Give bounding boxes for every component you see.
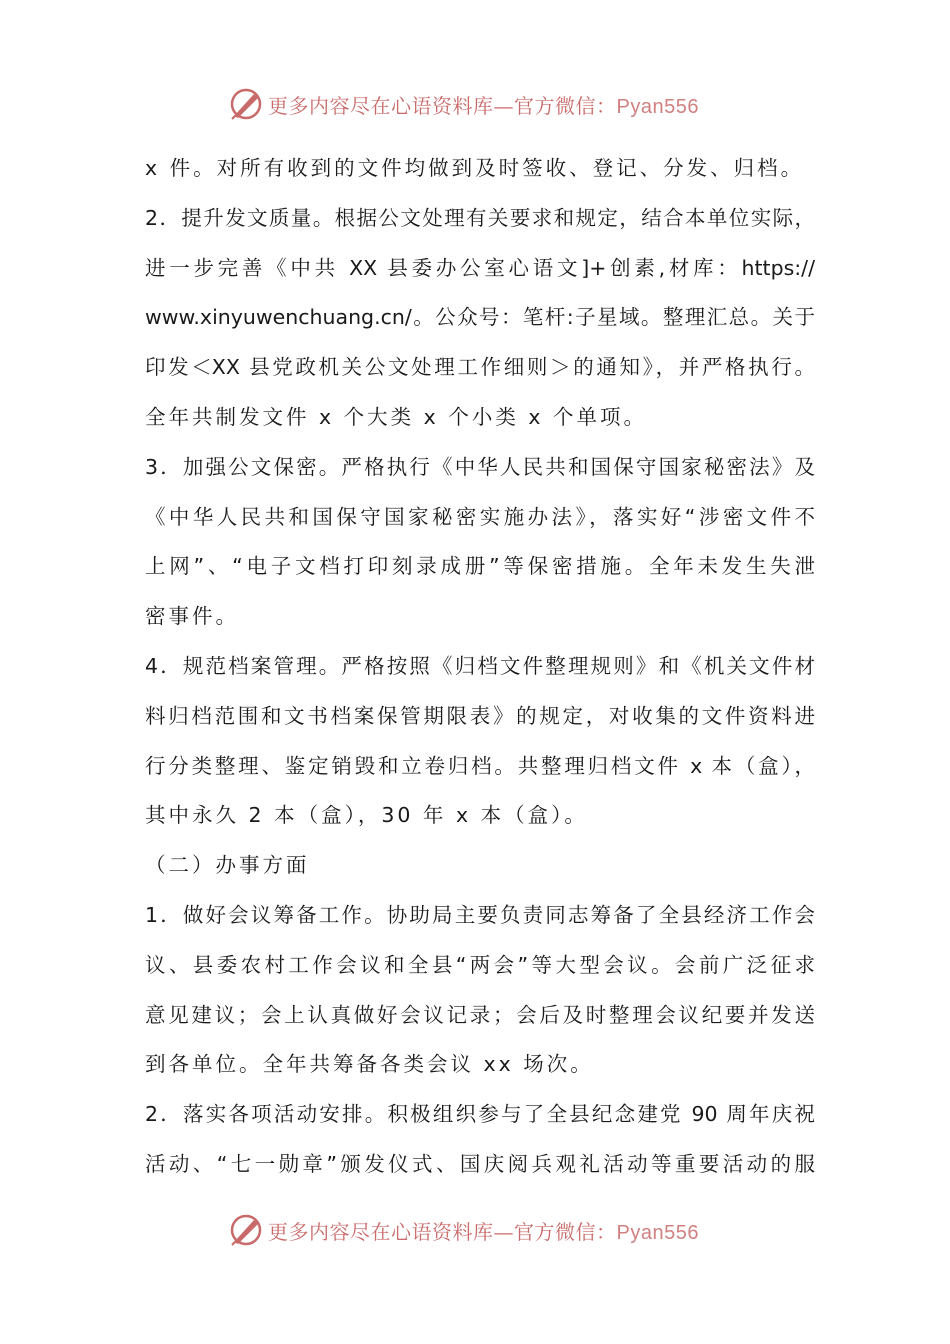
- watermark-text: 更多内容尽在心语资料库—官方微信：Pyan556: [268, 93, 699, 118]
- watermark-text: 更多内容尽在心语资料库—官方微信：Pyan556: [268, 1219, 699, 1244]
- text-line: 到各单位。全年共筹备各类会议 xx 场次。: [145, 1052, 594, 1077]
- text-line: 密事件。: [145, 604, 239, 629]
- text-line: 印发＜XX 县党政机关公文处理工作细则＞的通知》，并严格执行。: [145, 355, 815, 380]
- header-watermark: [228, 82, 748, 126]
- section-heading: （二）办事方面: [145, 853, 310, 878]
- text-line: 其中永久 2 本（盒），30 年 x 本（盒）。: [145, 803, 588, 828]
- text-line: 进一步完善《中共 XX 县委办公室心语文]+创素,材库：https://: [145, 255, 815, 280]
- pen-logo-icon: [228, 1212, 264, 1248]
- text-line: 活动、“七一勋章”颁发仪式、国庆阅兵观礼活动等重要活动的服: [145, 1151, 815, 1176]
- text-line: 行分类整理、鉴定销毁和立卷归档。共整理归档文件 x 本（盒），: [145, 753, 815, 778]
- text-line: 全年共制发文件 x 个大类 x 个小类 x 个单项。: [145, 404, 647, 429]
- text-line: 2．落实各项活动安排。积极组织参与了全县纪念建党 90 周年庆祝: [145, 1102, 815, 1127]
- text-line: www.xinyuwenchuang.cn/。公众号：笔杆:子星域。整理汇总。关于: [145, 305, 815, 330]
- text-line: 上网”、“电子文档打印刻录成册”等保密措施。全年未发生失泄: [145, 554, 815, 579]
- text-line: 《中华人民共和国保守国家秘密实施办法》，落实好“涉密文件不: [145, 504, 815, 529]
- text-line: 1．做好会议筹备工作。协助局主要负责同志筹备了全县经济工作会: [145, 902, 815, 927]
- pen-logo-icon: [228, 86, 264, 122]
- text-line: 4．规范档案管理。严格按照《归档文件整理规则》和《机关文件材: [145, 653, 815, 678]
- text-line: 意见建议；会上认真做好会议记录；会后及时整理会议纪要并发送: [145, 1002, 815, 1027]
- text-line: 料归档范围和文书档案保管期限表》的规定，对收集的文件资料进: [145, 703, 815, 728]
- text-line: 议、县委农村工作会议和全县“两会”等大型会议。会前广泛征求: [145, 952, 815, 977]
- text-line: 2．提升发文质量。根据公文处理有关要求和规定，结合本单位实际，: [145, 205, 815, 230]
- footer-watermark: [228, 1208, 748, 1252]
- text-line: 3．加强公文保密。严格执行《中华人民共和国保守国家秘密法》及: [145, 454, 815, 479]
- document-body: [145, 144, 815, 1190]
- text-line: x 件。对所有收到的文件均做到及时签收、登记、分发、归档。: [145, 156, 805, 180]
